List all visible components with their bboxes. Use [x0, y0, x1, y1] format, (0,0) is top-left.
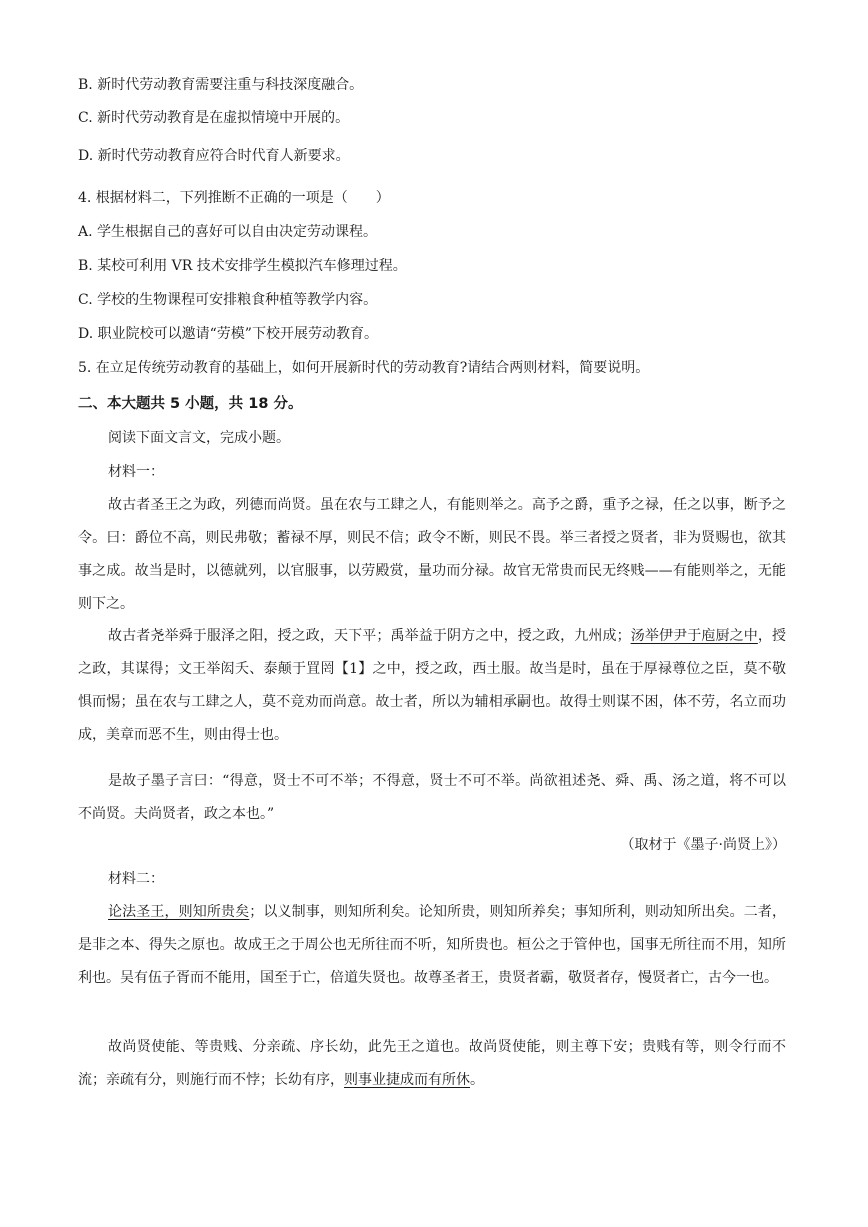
- question-5: 5. 在立足传统劳动教育的基础上，如何开展新时代的劳动教育?请结合两则材料，简要说明。: [78, 360, 650, 376]
- m1-p2-text-b: ，授之政，其谋得；文王举闳夭、泰颠于罝罔【1】之中，授之政，西土服。故当是时，虽在于厚禄尊位之臣，莫不敬惧而惕；虽在农与工肆之人，莫不竞劝而尚意。故士者，所以为辅相承嗣也。故得士则谋不困，体不劳，名立而功成，美章而恶不生，则由得士也。: [78, 628, 787, 743]
- q4-option-a: A. 学生根据自己的喜好可以自由决定劳动课程。: [78, 224, 378, 240]
- reading-instruction: 阅读下面文言文，完成小题。: [108, 430, 290, 446]
- m2-p2-text-b: 。: [470, 1072, 484, 1088]
- material-1-source: （取材于《墨子·尚贤上》）: [620, 837, 786, 853]
- m2-p2-text-a: 故尚贤使能、等贵贱、分亲疏、序长幼，此先王之道也。故尚贤使能，则主尊下安；贵贱有等，则令行而不流；亲疏有分，则施行而不悖；长幼有序，: [78, 1039, 786, 1088]
- material-1-paragraph-2: [78, 620, 786, 752]
- m2-p2-underlined: 则事业捷成而有所休: [344, 1072, 470, 1088]
- material-1-paragraph-3: 是故子墨子言曰：“得意，贤士不可不举；不得意，贤士不可不举。尚欲祖述尧、舜、禹、汤之道，将不可以不尚贤。夫尚贤者，政之本也。”: [78, 773, 786, 822]
- q3-option-d: D. 新时代劳动教育应符合时代育人新要求。: [78, 148, 350, 164]
- question-4-stem: 4. 根据材料二，下列推断不正确的一项是（ ）: [78, 190, 390, 206]
- q4-option-b: B. 某校可利用 VR 技术安排学生模拟汽车修理过程。: [78, 258, 407, 274]
- q4-option-c: C. 学校的生物课程可安排粮食种植等教学内容。: [78, 292, 378, 308]
- material-2-paragraph-1: [78, 896, 786, 995]
- material-1-label: 材料一：: [108, 464, 164, 480]
- m1-p2-text-a: 故古者尧举舜于服泽之阳，授之政，天下平；禹举益于阴方之中，授之政，九州成；: [108, 628, 631, 644]
- material-1-paragraph-1: 故古者圣王之为政，列德而尚贤。虽在农与工肆之人，有能则举之。高予之爵，重予之禄，任之以事，断予之令。曰：爵位不高，则民弗敬；蓄禄不厚，则民不信；政令不断，则民不畏。举三者授之贤者，非为贤赐也，欲其事之成。故当是时，以德就列，以官服事，以劳殿赏，量功而分禄。故官无常贵而民无终贱——有能则举之，无能则下之。: [78, 497, 786, 612]
- m1-p2-underlined: 汤举伊尹于庖厨之中: [630, 628, 758, 644]
- material-2-paragraph-2: [78, 1031, 786, 1097]
- m2-p1-underlined: 论法圣王，则知所贵矣: [108, 904, 250, 920]
- q3-option-b: B. 新时代劳动教育需要注重与科技深度融合。: [78, 77, 364, 93]
- q3-option-c: C. 新时代劳动教育是在虚拟情境中开展的。: [78, 110, 350, 126]
- m2-p1-text: ；以义制事，则知所利矣。论知所贵，则知所养矣；事知所利，则动知所出矣。二者，是非之本、得失之原也。故成王之于周公也无所往而不听，知所贵也。桓公之于管仲也，国事无所往而不用，知所利也。吴有伍子胥而不能用，国至于亡，倍道失贤也。故尊圣者王，贵贤者霸，敬贤者存，慢贤者亡，古今一也。: [78, 904, 787, 986]
- q4-option-d: D. 职业院校可以邀请“劳模”下校开展劳动教育。: [78, 326, 378, 342]
- section-2-heading: 二、本大题共 5 小题，共 18 分。: [78, 396, 303, 412]
- material-2-label: 材料二：: [108, 871, 164, 887]
